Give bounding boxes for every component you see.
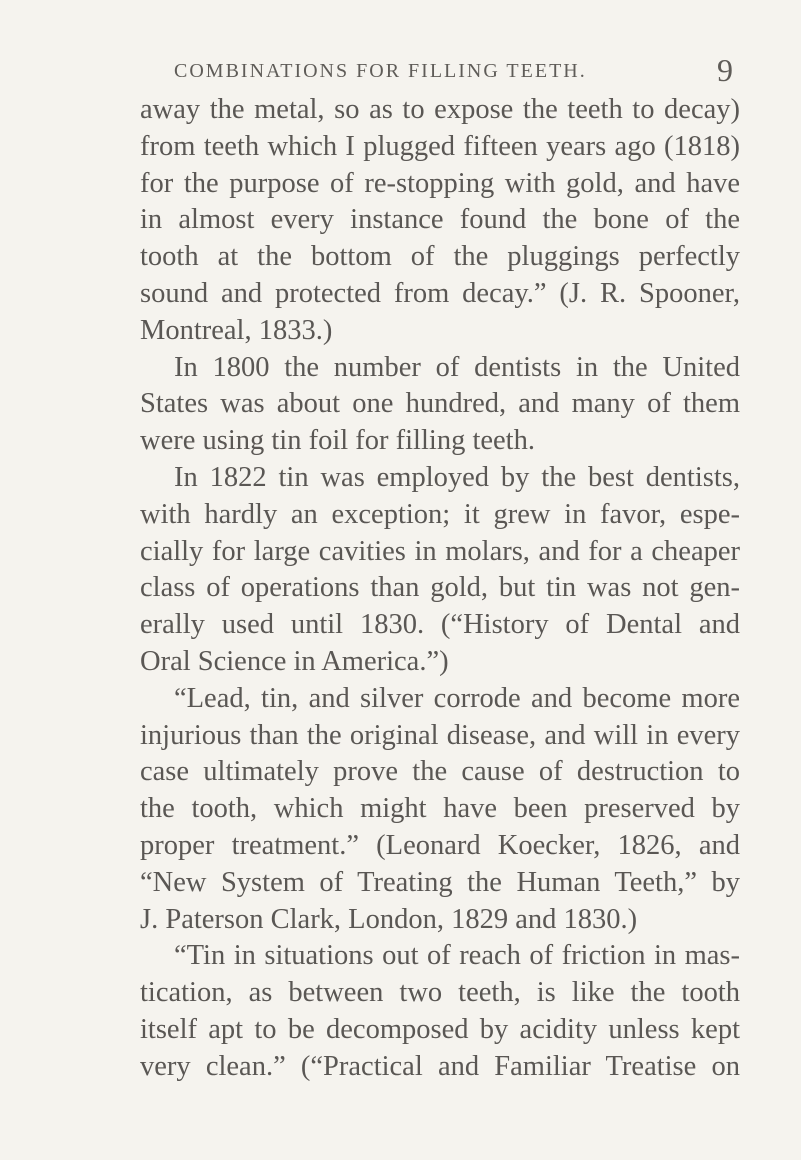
- text-line: “Lead, tin, and silver corrode and become more: [174, 682, 740, 714]
- text-line: were using tin foil for filling teeth.: [140, 425, 535, 457]
- running-head-title: COMBINATIONS FOR FILLING TEETH.: [174, 60, 587, 82]
- text-line: tication, as between two teeth, is like the tooth: [140, 977, 740, 1009]
- text-line: case ultimately prove the cause of destruction to: [140, 756, 740, 788]
- text-line: tooth at the bottom of the pluggings perfectly: [140, 241, 740, 273]
- text-line: proper treatment.” (Leonard Koecker, 1826, and: [140, 829, 740, 861]
- text-line: cially for large cavities in molars, and for a cheaper: [140, 535, 740, 567]
- text-line: class of operations than gold, but tin was not gen-: [140, 572, 740, 604]
- text-line: with hardly an exception; it grew in favor, espe-: [140, 498, 740, 530]
- text-line: Oral Science in America.”): [140, 645, 449, 677]
- text-line: J. Paterson Clark, London, 1829 and 1830.): [140, 903, 638, 935]
- page-number: 9: [717, 52, 733, 88]
- text-line: very clean.” (“Practical and Familiar Treatise on: [140, 1050, 740, 1082]
- text-line: Montreal, 1833.): [140, 314, 333, 346]
- text-line: “Tin in situations out of reach of friction in mas-: [174, 940, 740, 972]
- text-body: [140, 92, 740, 1086]
- text-line: In 1800 the number of dentists in the United: [174, 351, 740, 383]
- text-line: “New System of Treating the Human Teeth,” by: [140, 866, 740, 898]
- text-line: in almost every instance found the bone of the: [140, 204, 740, 236]
- text-line: States was about one hundred, and many of them: [140, 388, 740, 420]
- text-line: injurious than the original disease, and will in every: [140, 719, 740, 751]
- text-line: erally used until 1830. (“History of Dental and: [140, 609, 740, 641]
- text-line: the tooth, which might have been preserved by: [140, 793, 740, 825]
- text-line: itself apt to be decomposed by acidity unless kept: [140, 1013, 740, 1045]
- text-line: from teeth which I plugged fifteen years ago (1818): [140, 130, 740, 162]
- text-line: away the metal, so as to expose the teeth to decay): [140, 94, 740, 125]
- text-line: sound and protected from decay.” (J. R. Spooner,: [140, 277, 740, 309]
- text-line: In 1822 tin was employed by the best dentists,: [174, 461, 740, 493]
- text-line: for the purpose of re-stopping with gold, and have: [140, 167, 740, 199]
